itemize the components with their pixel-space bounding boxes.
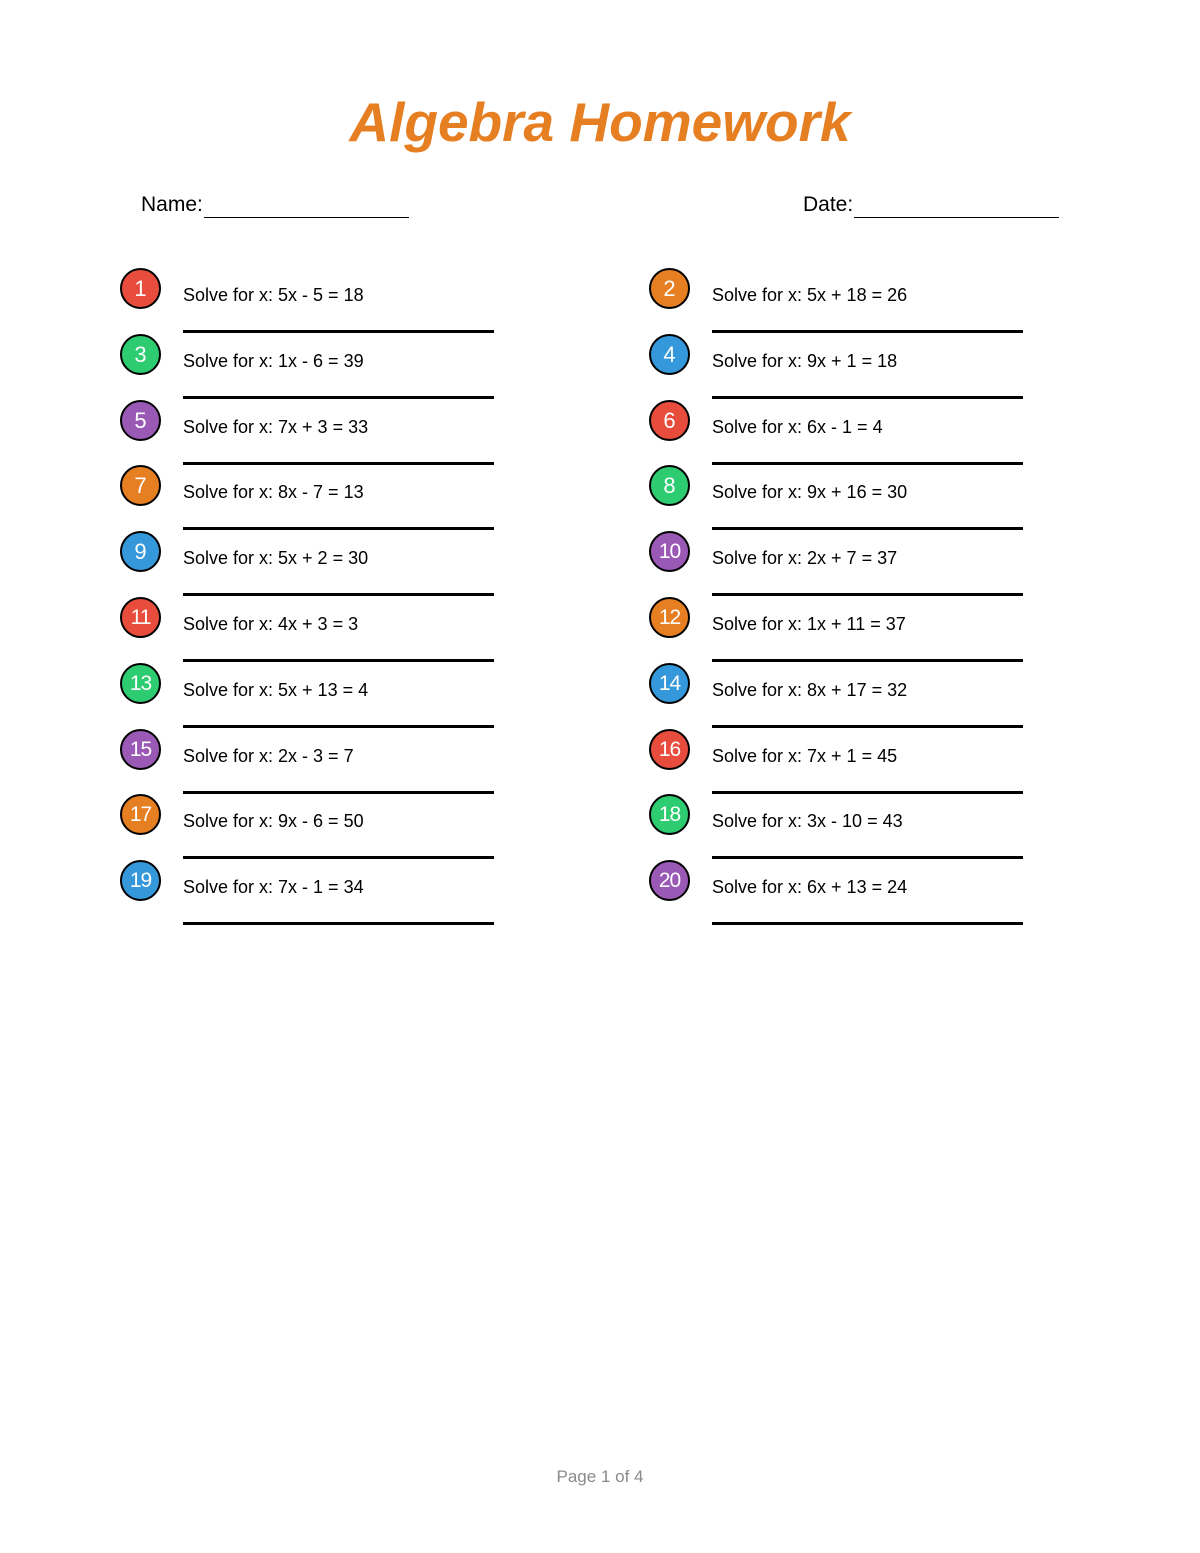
problem-number-badge: 3	[120, 334, 161, 375]
problem-equation: Solve for x: 7x + 3 = 33	[183, 416, 369, 437]
problem-number-badge: 14	[649, 663, 690, 704]
answer-line[interactable]	[712, 330, 1023, 333]
problem-number-badge: 7	[120, 465, 161, 506]
problem-equation: Solve for x: 6x + 13 = 24	[712, 877, 908, 898]
answer-line[interactable]	[183, 396, 494, 399]
problem-equation: Solve for x: 9x + 1 = 18	[712, 350, 898, 371]
problem-item	[649, 729, 1029, 795]
problem-equation: Solve for x: 5x + 13 = 4	[183, 679, 369, 700]
problem-item	[649, 597, 1029, 663]
problem-number-badge: 4	[649, 334, 690, 375]
answer-line[interactable]	[712, 725, 1023, 728]
problem-item	[120, 334, 500, 400]
problem-number-badge: 9	[120, 531, 161, 572]
problem-number-badge: 11	[120, 597, 161, 638]
problem-equation: Solve for x: 3x - 10 = 43	[712, 811, 903, 832]
name-blank[interactable]	[204, 197, 409, 218]
answer-line[interactable]	[183, 527, 494, 530]
problem-equation: Solve for x: 5x + 18 = 26	[712, 285, 908, 305]
problem-equation: Solve for x: 9x + 16 = 30	[712, 482, 908, 503]
answer-line[interactable]	[183, 330, 494, 333]
problem-number-badge: 5	[120, 400, 161, 441]
answer-line[interactable]	[712, 462, 1023, 465]
problem-item	[120, 465, 500, 531]
answer-line[interactable]	[183, 725, 494, 728]
problem-number-badge: 8	[649, 465, 690, 506]
problem-item	[649, 268, 1029, 334]
problem-item	[649, 794, 1029, 860]
answer-line[interactable]	[712, 396, 1023, 399]
problem-number-badge: 10	[649, 531, 690, 572]
problem-item	[120, 400, 500, 466]
problem-item	[120, 860, 500, 926]
problem-equation: Solve for x: 7x + 1 = 45	[712, 745, 898, 766]
answer-line[interactable]	[712, 791, 1023, 794]
problem-item	[120, 729, 500, 795]
answer-line[interactable]	[183, 856, 494, 859]
problem-number-badge: 1	[120, 268, 161, 309]
problem-equation: Solve for x: 6x - 1 = 4	[712, 416, 883, 437]
page-footer: Page 1 of 4	[556, 1467, 644, 1486]
problem-number-badge: 2	[649, 268, 690, 309]
problem-equation: Solve for x: 9x - 6 = 50	[183, 811, 364, 832]
answer-line[interactable]	[183, 462, 494, 465]
answer-line[interactable]	[712, 922, 1023, 925]
problem-item	[120, 597, 500, 663]
problem-equation: Solve for x: 4x + 3 = 3	[183, 614, 359, 634]
answer-line[interactable]	[712, 856, 1023, 859]
answer-line[interactable]	[712, 593, 1023, 596]
problem-equation: Solve for x: 7x - 1 = 34	[183, 877, 364, 898]
name-label: Name:	[141, 193, 203, 216]
answer-line[interactable]	[712, 527, 1023, 530]
problem-equation: Solve for x: 5x - 5 = 18	[183, 285, 364, 305]
problem-number-badge: 12	[649, 597, 690, 638]
answer-line[interactable]	[183, 922, 494, 925]
answer-line[interactable]	[183, 791, 494, 794]
problem-number-badge: 18	[649, 794, 690, 835]
problem-item	[649, 860, 1029, 926]
problem-equation: Solve for x: 5x + 2 = 30	[183, 548, 369, 569]
date-label: Date:	[803, 193, 854, 216]
answer-line[interactable]	[712, 659, 1023, 662]
date-blank[interactable]	[854, 197, 1059, 218]
answer-line[interactable]	[183, 659, 494, 662]
problem-item	[120, 663, 500, 729]
problem-item	[649, 465, 1029, 531]
problem-number-badge: 15	[120, 729, 161, 770]
problem-equation: Solve for x: 2x - 3 = 7	[183, 745, 354, 766]
problem-number-badge: 20	[649, 860, 690, 901]
problem-equation: Solve for x: 1x + 11 = 37	[712, 614, 906, 634]
problem-item	[120, 794, 500, 860]
problem-equation: Solve for x: 1x - 6 = 39	[183, 350, 364, 371]
problem-equation: Solve for x: 8x - 7 = 13	[183, 482, 364, 503]
problem-item	[120, 531, 500, 597]
problem-equation: Solve for x: 8x + 17 = 32	[712, 679, 908, 700]
name-field[interactable]	[141, 192, 409, 218]
problem-item	[649, 400, 1029, 466]
problem-number-badge: 16	[649, 729, 690, 770]
answer-line[interactable]	[183, 593, 494, 596]
problem-number-badge: 6	[649, 400, 690, 441]
problem-number-badge: 17	[120, 794, 161, 835]
problem-item	[649, 531, 1029, 597]
problem-equation: Solve for x: 2x + 7 = 37	[712, 548, 898, 569]
page-title: Algebra Homework	[349, 91, 851, 153]
date-field[interactable]	[803, 192, 1059, 218]
problem-item	[649, 663, 1029, 729]
problem-number-badge: 13	[120, 663, 161, 704]
problem-number-badge: 19	[120, 860, 161, 901]
problem-item	[120, 268, 500, 334]
problem-item	[649, 334, 1029, 400]
